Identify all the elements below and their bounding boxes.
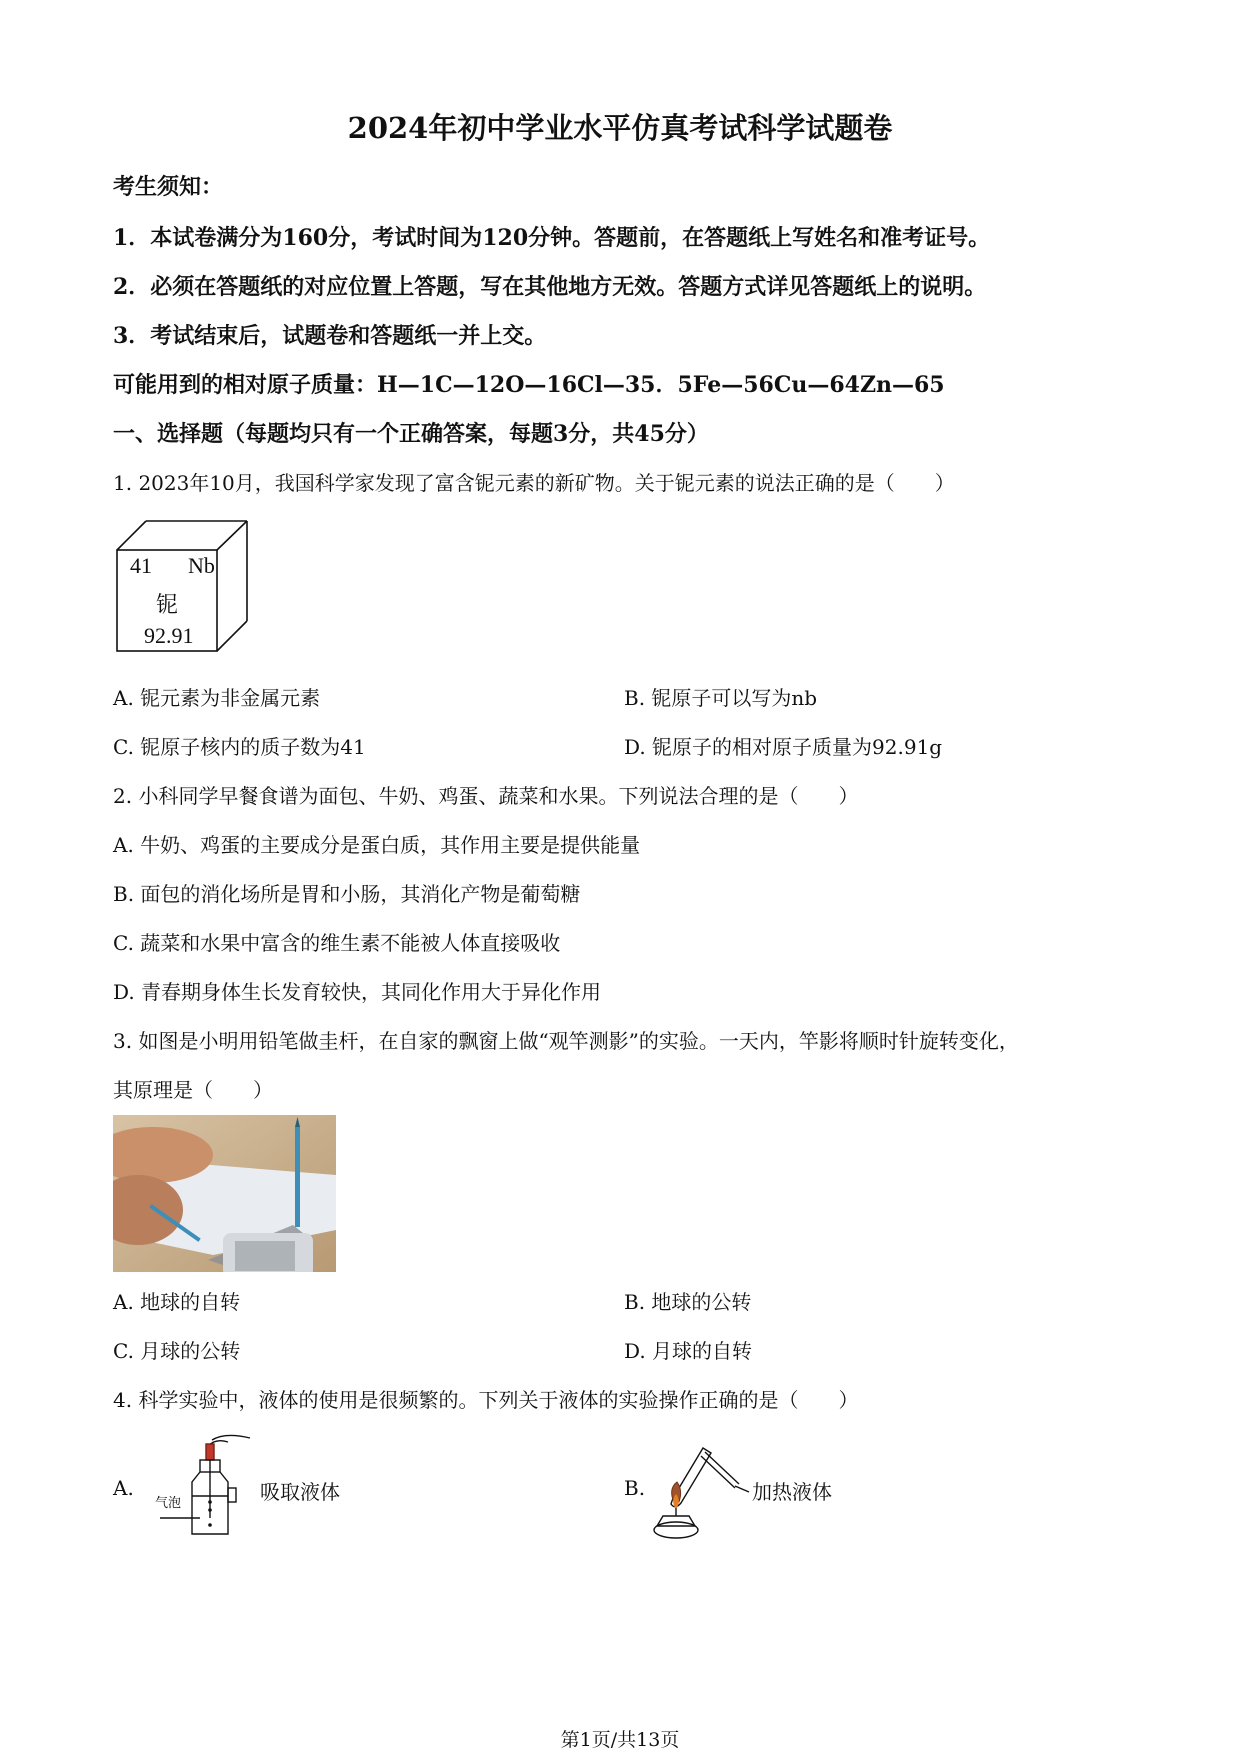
q2-option-c: C. 蔬菜和水果中富含的维生素不能被人体直接吸收 <box>113 931 561 955</box>
notice-heading: 考生须知： <box>113 174 224 200</box>
q4-option-b-caption: 加热液体 <box>752 1480 832 1504</box>
q3-option-c: C. 月球的公转 <box>113 1339 241 1363</box>
q4-option-a-label: A. <box>113 1476 134 1500</box>
notice-item-2: 2．必须在答题纸的对应位置上答题，写在其他地方无效。答题方式详见答题纸上的说明。 <box>113 274 987 300</box>
q1-option-b: B. 铌原子可以写为nb <box>624 686 818 710</box>
gnomon-photo <box>113 1115 336 1272</box>
gnomon-photo-illustration <box>113 1115 336 1272</box>
q3-option-b: B. 地球的公转 <box>624 1290 752 1314</box>
element-atomic-number: 41 <box>130 553 152 578</box>
atomic-mass-line: 可能用到的相对原子质量：H—1C—12O—16Cl—35．5Fe—56Cu—64Zn—65 <box>113 372 945 398</box>
element-card <box>116 520 250 653</box>
q3-stem-line2: 其原理是（ ） <box>113 1078 273 1102</box>
element-symbol: Nb <box>188 553 215 578</box>
element-mass: 92.91 <box>144 623 194 648</box>
q3-option-d: D. 月球的自转 <box>624 1339 753 1363</box>
page-title: 2024年初中学业水平仿真考试科学试题卷 <box>347 111 893 145</box>
q4-stem: 4. 科学实验中，液体的使用是很频繁的。下列关于液体的实验操作正确的是（ ） <box>113 1388 859 1412</box>
notice-item-1: 1．本试卷满分为160分，考试时间为120分钟。答题前，在答题纸上写姓名和准考证号。 <box>113 225 991 251</box>
q4-option-b-label: B. <box>624 1476 646 1500</box>
q2-stem: 2. 小科同学早餐食谱为面包、牛奶、鸡蛋、蔬菜和水果。下列说法合理的是（ ） <box>113 784 859 808</box>
bubble-label: 气泡 <box>155 1496 182 1511</box>
q1-option-c: C. 铌原子核内的质子数为41 <box>113 735 366 759</box>
q3-stem-line1: 3. 如图是小明用铅笔做圭杆，在自家的飘窗上做“观竿测影”的实验。一天内，竿影将顺时针旋转变化， <box>113 1029 1019 1053</box>
notice-item-3: 3．考试结束后，试题卷和答题纸一并上交。 <box>113 323 547 349</box>
dropper-bottle-diagram <box>150 1430 260 1540</box>
section-heading: 一、选择题（每题均只有一个正确答案，每题3分，共45分） <box>113 421 709 447</box>
heating-test-tube-diagram <box>645 1428 755 1540</box>
q2-option-b: B. 面包的消化场所是胃和小肠，其消化产物是葡萄糖 <box>113 882 581 906</box>
q1-option-d: D. 铌原子的相对原子质量为92.91g <box>624 735 943 759</box>
q3-option-a: A. 地球的自转 <box>113 1290 241 1314</box>
q1-option-a: A. 铌元素为非金属元素 <box>113 686 321 710</box>
q1-stem: 1. 2023年10月，我国科学家发现了富含铌元素的新矿物。关于铌元素的说法正确的是（ ） <box>113 471 955 495</box>
element-name: 铌 <box>156 592 179 617</box>
q4-option-a-caption: 吸取液体 <box>260 1480 340 1504</box>
q2-option-a: A. 牛奶、鸡蛋的主要成分是蛋白质，其作用主要是提供能量 <box>113 833 641 857</box>
page-number: 第1页/共13页 <box>560 1729 680 1751</box>
q2-option-d: D. 青春期身体生长发育较快，其同化作用大于异化作用 <box>113 980 602 1004</box>
